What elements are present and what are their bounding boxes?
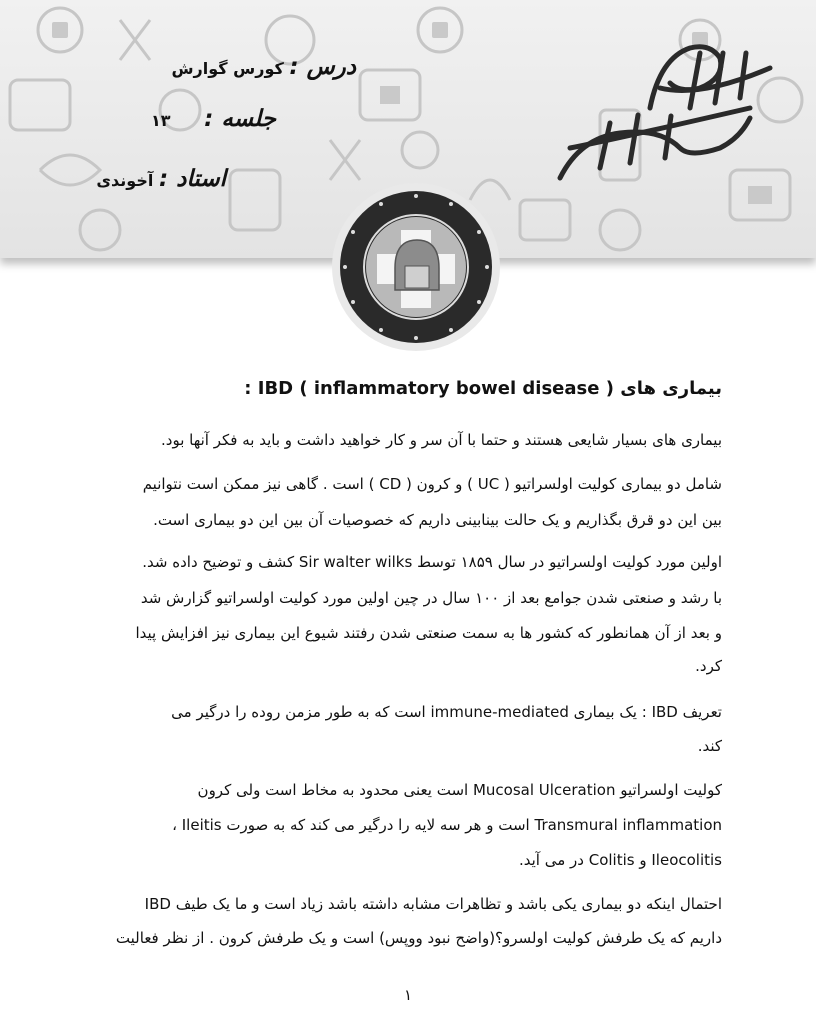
university-seal-logo — [331, 182, 501, 352]
course-label: درس : — [289, 54, 356, 80]
body-line: Ileocolitis و Colitis در می آید. — [518, 851, 722, 869]
calligraphy-logo — [540, 28, 790, 188]
body-line: Transmural inflammation است و هر سه لایه را درگیر می کند که به صورت Ileitis ، — [172, 816, 722, 834]
course-row — [171, 54, 356, 80]
body-line: با رشد و صنعتی شدن جوامع بعد از ۱۰۰ سال در چین اولین مورد کولیت اولسراتیو گزارش شد — [140, 589, 722, 607]
body-line: و بعد از آن همانطور که کشور ها به سمت صنعتی شدن رفتند شیوع این بیماری نیز افزایش پیدا — [135, 624, 722, 642]
body-line: کولیت اولسراتیو Mucosal Ulceration است یعنی محدود به مخاط است ولی کرون — [197, 781, 722, 799]
teacher-value: آخوندی — [96, 171, 154, 190]
body-line: بین این دو قرق بگذاریم و یک حالت بینابینی داریم که خصوصیات آن بین این دو بیماری است. — [153, 511, 722, 529]
session-row — [151, 106, 276, 132]
body-line: داریم که یک طرفش کولیت اولسرو؟(واضح نبود ووپس) است و یک طرفش کرون . از نظر فعالیت — [115, 929, 722, 947]
body-line: تعریف IBD : یک بیماری immune-mediated است که به طور مزمن روده را درگیر می — [171, 703, 722, 721]
session-value: ۱۳ — [151, 111, 171, 130]
body-line: کند. — [697, 737, 722, 755]
teacher-row — [96, 166, 226, 192]
page-number: ۱ — [403, 986, 413, 1004]
body-line: بیماری های بسیار شایعی هستند و حتما با آن سر و کار خواهید داشت و باید به فکر آنها بود. — [161, 431, 722, 449]
body-line: کرد. — [695, 657, 722, 675]
section-title: بیماری های IBD ( inflammatory bowel disease ) : — [244, 378, 722, 399]
teacher-label: استاد : — [158, 166, 226, 192]
course-value: کورس گوارش — [171, 59, 284, 78]
body-line: احتمال اینکه دو بیماری یکی باشد و تظاهرات مشابه داشته باشد زیاد است و ما یک طیف IBD — [144, 895, 722, 913]
body-line: اولین مورد کولیت اولسراتیو در سال ۱۸۵۹ توسط Sir walter wilks کشف و توضیح داده شد. — [142, 553, 722, 571]
body-line: شامل دو بیماری کولیت اولسراتیو ( UC ) و کرون ( CD ) است . گاهی نیز ممکن است نتوانیم — [142, 475, 722, 493]
session-label: جلسه : — [204, 106, 276, 132]
